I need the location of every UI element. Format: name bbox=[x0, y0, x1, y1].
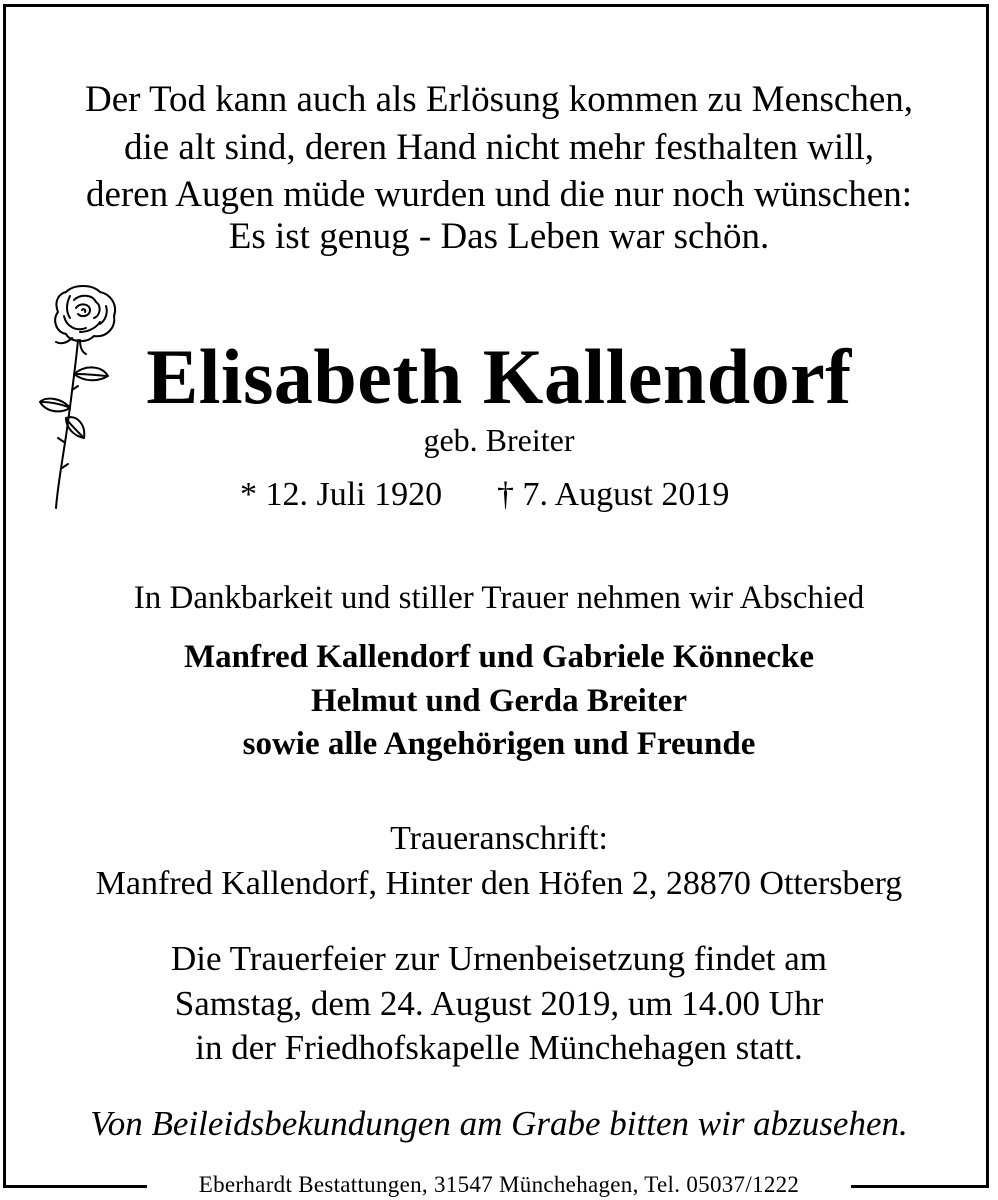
address-label: Traueranschrift: bbox=[390, 820, 608, 857]
ceremony-line-3: in der Friedhofskapelle Münchehagen statt. bbox=[195, 1028, 803, 1067]
mourner-line-3: sowie alle Angehörigen und Freunde bbox=[242, 726, 756, 762]
birth-name: geb. Breiter bbox=[423, 422, 575, 458]
closing-note: Von Beileidsbekundungen am Grabe bitten wir abzusehen. bbox=[90, 1104, 908, 1143]
poem-line-3: deren Augen müde wurden und die nur noch wünschen: bbox=[85, 174, 913, 215]
poem-line-2: die alt sind, deren Hand nicht mehr festhalten will, bbox=[123, 127, 875, 168]
thanks-intro: In Dankbarkeit und stiller Trauer nehmen wir Abschied bbox=[133, 580, 865, 616]
death-date: † 7. August 2019 bbox=[497, 476, 730, 513]
undertaker-footer: Eberhardt Bestattungen, 31547 Münchehagen, Tel. 05037/1222 bbox=[198, 1172, 800, 1197]
ceremony-line-1: Die Trauerfeier zur Urnenbeisetzung findet am bbox=[170, 939, 827, 978]
poem-line-4: Es ist genug - Das Leben war schön. bbox=[228, 216, 770, 257]
deceased-name: Elisabeth Kallendorf bbox=[146, 333, 852, 420]
birth-date: * 12. Juli 1920 bbox=[240, 476, 443, 513]
poem-line-1: Der Tod kann auch als Erlösung kommen zu Menschen, bbox=[84, 79, 913, 120]
address-value: Manfred Kallendorf, Hinter den Höfen 2, 28870 Ottersberg bbox=[95, 865, 903, 902]
mourner-line-1: Manfred Kallendorf und Gabriele Könnecke bbox=[183, 639, 815, 675]
mourner-line-2: Helmut und Gerda Breiter bbox=[310, 683, 688, 719]
ceremony-line-2: Samstag, dem 24. August 2019, um 14.00 Uhr bbox=[174, 984, 824, 1023]
